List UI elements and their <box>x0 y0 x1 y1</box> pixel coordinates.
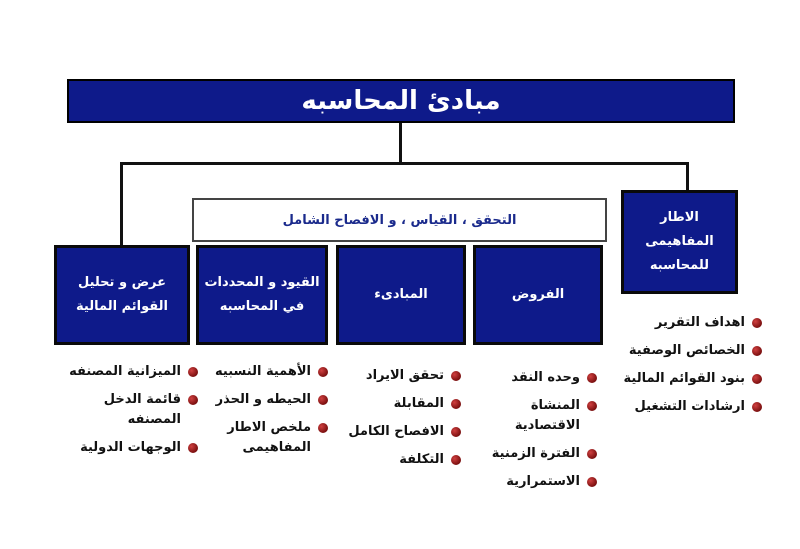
framework-label: الاطار المفاهيمى للمحاسبه <box>645 210 714 273</box>
assumptions-list <box>477 368 597 500</box>
left-drop-line <box>120 162 123 246</box>
principles-list <box>341 366 461 478</box>
diagram-title: مبادئ المحاسبه <box>301 86 501 116</box>
bullet-icon <box>752 346 762 356</box>
title-bar <box>67 79 735 123</box>
measurement-band <box>192 198 607 242</box>
bullet-icon <box>587 373 597 383</box>
bullet-icon <box>587 477 597 487</box>
bullet-icon <box>318 367 328 377</box>
bullet-icon <box>752 374 762 384</box>
presentation-box <box>54 245 190 345</box>
list-item: الخصائص الوصفية <box>612 341 762 361</box>
list-item: الاستمرارية <box>477 472 597 492</box>
bullet-icon <box>188 443 198 453</box>
bullet-icon <box>318 423 328 433</box>
presentation-list <box>48 362 198 466</box>
bullet-icon <box>451 427 461 437</box>
bullet-icon <box>752 402 762 412</box>
horizontal-connector-line <box>120 162 689 165</box>
list-item: اهداف التقرير <box>612 313 762 333</box>
list-item: التكلفة <box>341 450 461 470</box>
list-item: الوجهات الدولية <box>48 438 198 458</box>
framework-list <box>612 313 762 425</box>
assumptions-box <box>473 245 603 345</box>
principles-box <box>336 245 466 345</box>
bullet-icon <box>451 455 461 465</box>
list-item: الأهمية النسبيه <box>198 362 328 382</box>
list-item: الفترة الزمنية <box>477 444 597 464</box>
band-label: التحقق ، القياس ، و الافصاح الشامل <box>282 212 517 228</box>
right-drop-line <box>686 162 689 192</box>
list-item: الحيطه و الحذر <box>198 390 328 410</box>
constraints-list <box>198 362 328 466</box>
title-stem-line <box>399 123 402 165</box>
list-item: المقابلة <box>341 394 461 414</box>
list-item: المنشاة الاقتصادية <box>477 396 597 436</box>
list-item: الميزانية المصنفه <box>48 362 198 382</box>
constraints-label: القيود و المحددات في المحاسبه <box>204 275 320 314</box>
bullet-icon <box>318 395 328 405</box>
list-item: ملخص الاطار المفاهيمى <box>198 418 328 458</box>
framework-box <box>621 190 738 294</box>
list-item: ارشادات التشغيل <box>612 397 762 417</box>
list-item: الافصاح الكامل <box>341 422 461 442</box>
presentation-label: عرض و تحليل القوائم المالية <box>76 275 168 314</box>
bullet-icon <box>451 371 461 381</box>
bullet-icon <box>587 401 597 411</box>
bullet-icon <box>188 395 198 405</box>
list-item: تحقق الايراد <box>341 366 461 386</box>
bullet-icon <box>188 367 198 377</box>
assumptions-label: الفروض <box>511 287 565 302</box>
list-item: بنود القوائم المالية <box>612 369 762 389</box>
bullet-icon <box>451 399 461 409</box>
list-item: قائمة الدخل المصنفه <box>48 390 198 430</box>
principles-label: المبادىء <box>374 287 428 302</box>
constraints-box <box>196 245 328 345</box>
bullet-icon <box>752 318 762 328</box>
bullet-icon <box>587 449 597 459</box>
list-item: وحده النقد <box>477 368 597 388</box>
